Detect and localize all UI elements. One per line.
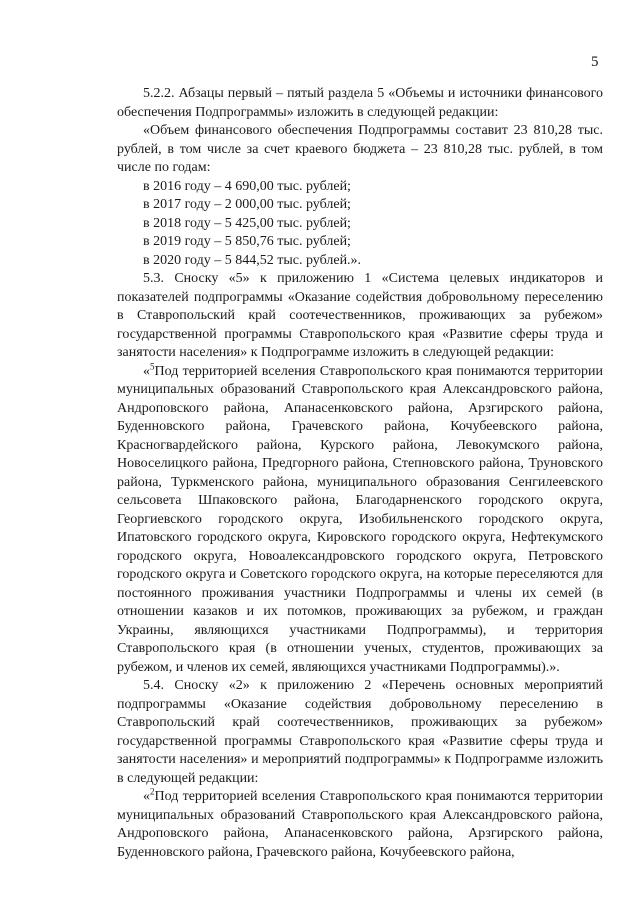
footnote-5-text: «$^5$Под территорией вселения Ставропольского края понимаются территории муниципальных образований Ставропольского края Александровского района, Андроповского района, Апанасенковского района, Арзгирского района, Буденновского района, Грачевского района, Кочубеевского района, Красногвардейского района, Курского района, Левокумского района, Новоселицкого района, Предгорного района, Степновского района, Труновского района, Туркменского района, муниципального образования Сенгилеевского сельсовета Шпаковского района, Благодарненского городского округа, Георгиевского городского округа, Изобильненского городского округа, Ипатовского городского округа, Кировского городского округа, Нефтекумского городского округа, Новоалександровского городского округа, Петровского городского округа и Советского городского округа, на которые переселяются для постоянного проживания участники Подпрограммы и члены их семей (в отношении казаков и их потомков, проживающих за рубежом, и граждан Украины, являющихся участниками Подпрограммы), и территория Ставропольского края (в отношении ученых, студентов, проживающих за рубежом, и членов их семей, являющихся участниками Подпрограммы).».: [117, 360, 603, 675]
funding-year-2016: в 2016 году – 4 690,00 тыс. рублей;: [143, 178, 351, 194]
page-number: 5: [591, 54, 599, 70]
footnote-2-mark: 2: [150, 786, 155, 797]
funding-year-2017: в 2017 году – 2 000,00 тыс. рублей;: [143, 197, 351, 212]
footnote-5-mark: 5: [150, 360, 155, 371]
funding-volume-paragraph: «Объем финансового обеспечения Подпрограммы составит 23 810,28 тыс. рублей, в том числе за счет краевого бюджета – 23 810,28 тыс. рублей, в том числе по годам:: [117, 123, 603, 175]
document-body: [117, 85, 603, 862]
footnote-5-body: Под территорией вселения Ставропольского края понимаются территории муниципальных образований Ставропольского края Александровского района, Андроповского района, Апанасенковского района, Арзгирского района, Буденновского района, Грачевского района, Кочубеевского района, Красногвардейского района, Курского района, Левокумского района, Новоселицкого района, Предгорного района, Степновского района, Труновского района, Туркменского района, муниципального образования Сенгилеевского сельсовета Шпаковского района, Благодарненского городского округа, Георгиевского городского округа, Изобильненского городского округа, Ипатовского городского округа, Кировского городского округа, Нефтекумского городского округа, Новоалександровского городского округа, Петровского городского округа и Советского городского округа, на которые переселяются для постоянного проживания участники Подпрограммы и члены их семей (в отношении казаков и их потомков, проживающих за рубежом, и граждан Украины, являющихся участниками Подпрограммы), и территория Ставропольского края (в отношении ученых, студентов, проживающих за рубежом, и членов их семей, являющихся участниками Подпрограммы).».: [117, 363, 603, 675]
footnote-2-text: «$^2$Под территорией вселения Ставропольского края понимаются территории муниципальных образований Ставропольского края Александровского района, Андроповского района, Апанасенковского района, Арзгирского района, Буденновского района, Грачевского района, Кочубеевского района,: [117, 786, 603, 860]
footnote-2-body: Под территорией вселения Ставропольского края понимаются территории муниципальных образований Ставропольского края Александровского района, Андроповского района, Апанасенковского района, Арзгирского района, Буденновского района, Грачевского района, Кочубеевского района,: [117, 789, 603, 860]
funding-by-year-list: [117, 178, 603, 271]
funding-year-2019: в 2019 году – 5 850,76 тыс. рублей;: [143, 234, 351, 249]
funding-year-2018: в 2018 году – 5 425,00 тыс. рублей;: [143, 215, 351, 231]
section-5-2-2-heading: 5.2.2. Абзацы первый – пятый раздела 5 «Объемы и источники финансового обеспечения Подпрограммы» изложить в следующей редакции:: [117, 86, 603, 120]
section-5-4-heading: 5.4. Сноску «2» к приложению 2 «Перечень основных мероприятий подпрограммы «Оказание содействия добровольному переселению в Ставропольский край соотечественников, проживающих за рубежом» государственной программы Ставропольского края «Развитие сферы труда и занятости населения» и мероприятий подпрограммы» к Подпрограмме изложить в следующей редакции:: [117, 678, 603, 786]
section-5-3-heading: 5.3. Сноску «5» к приложению 1 «Система целевых индикаторов и показателей подпрограммы «Оказание содействия добровольному переселению в Ставропольский край соотечественников, проживающих за рубежом» государственной программы Ставропольского края «Развитие сферы труда и занятости населения» к Подпрограмме изложить в следующей редакции:: [117, 271, 603, 360]
funding-year-2020: в 2020 году – 5 844,52 тыс. рублей.».: [143, 252, 362, 268]
